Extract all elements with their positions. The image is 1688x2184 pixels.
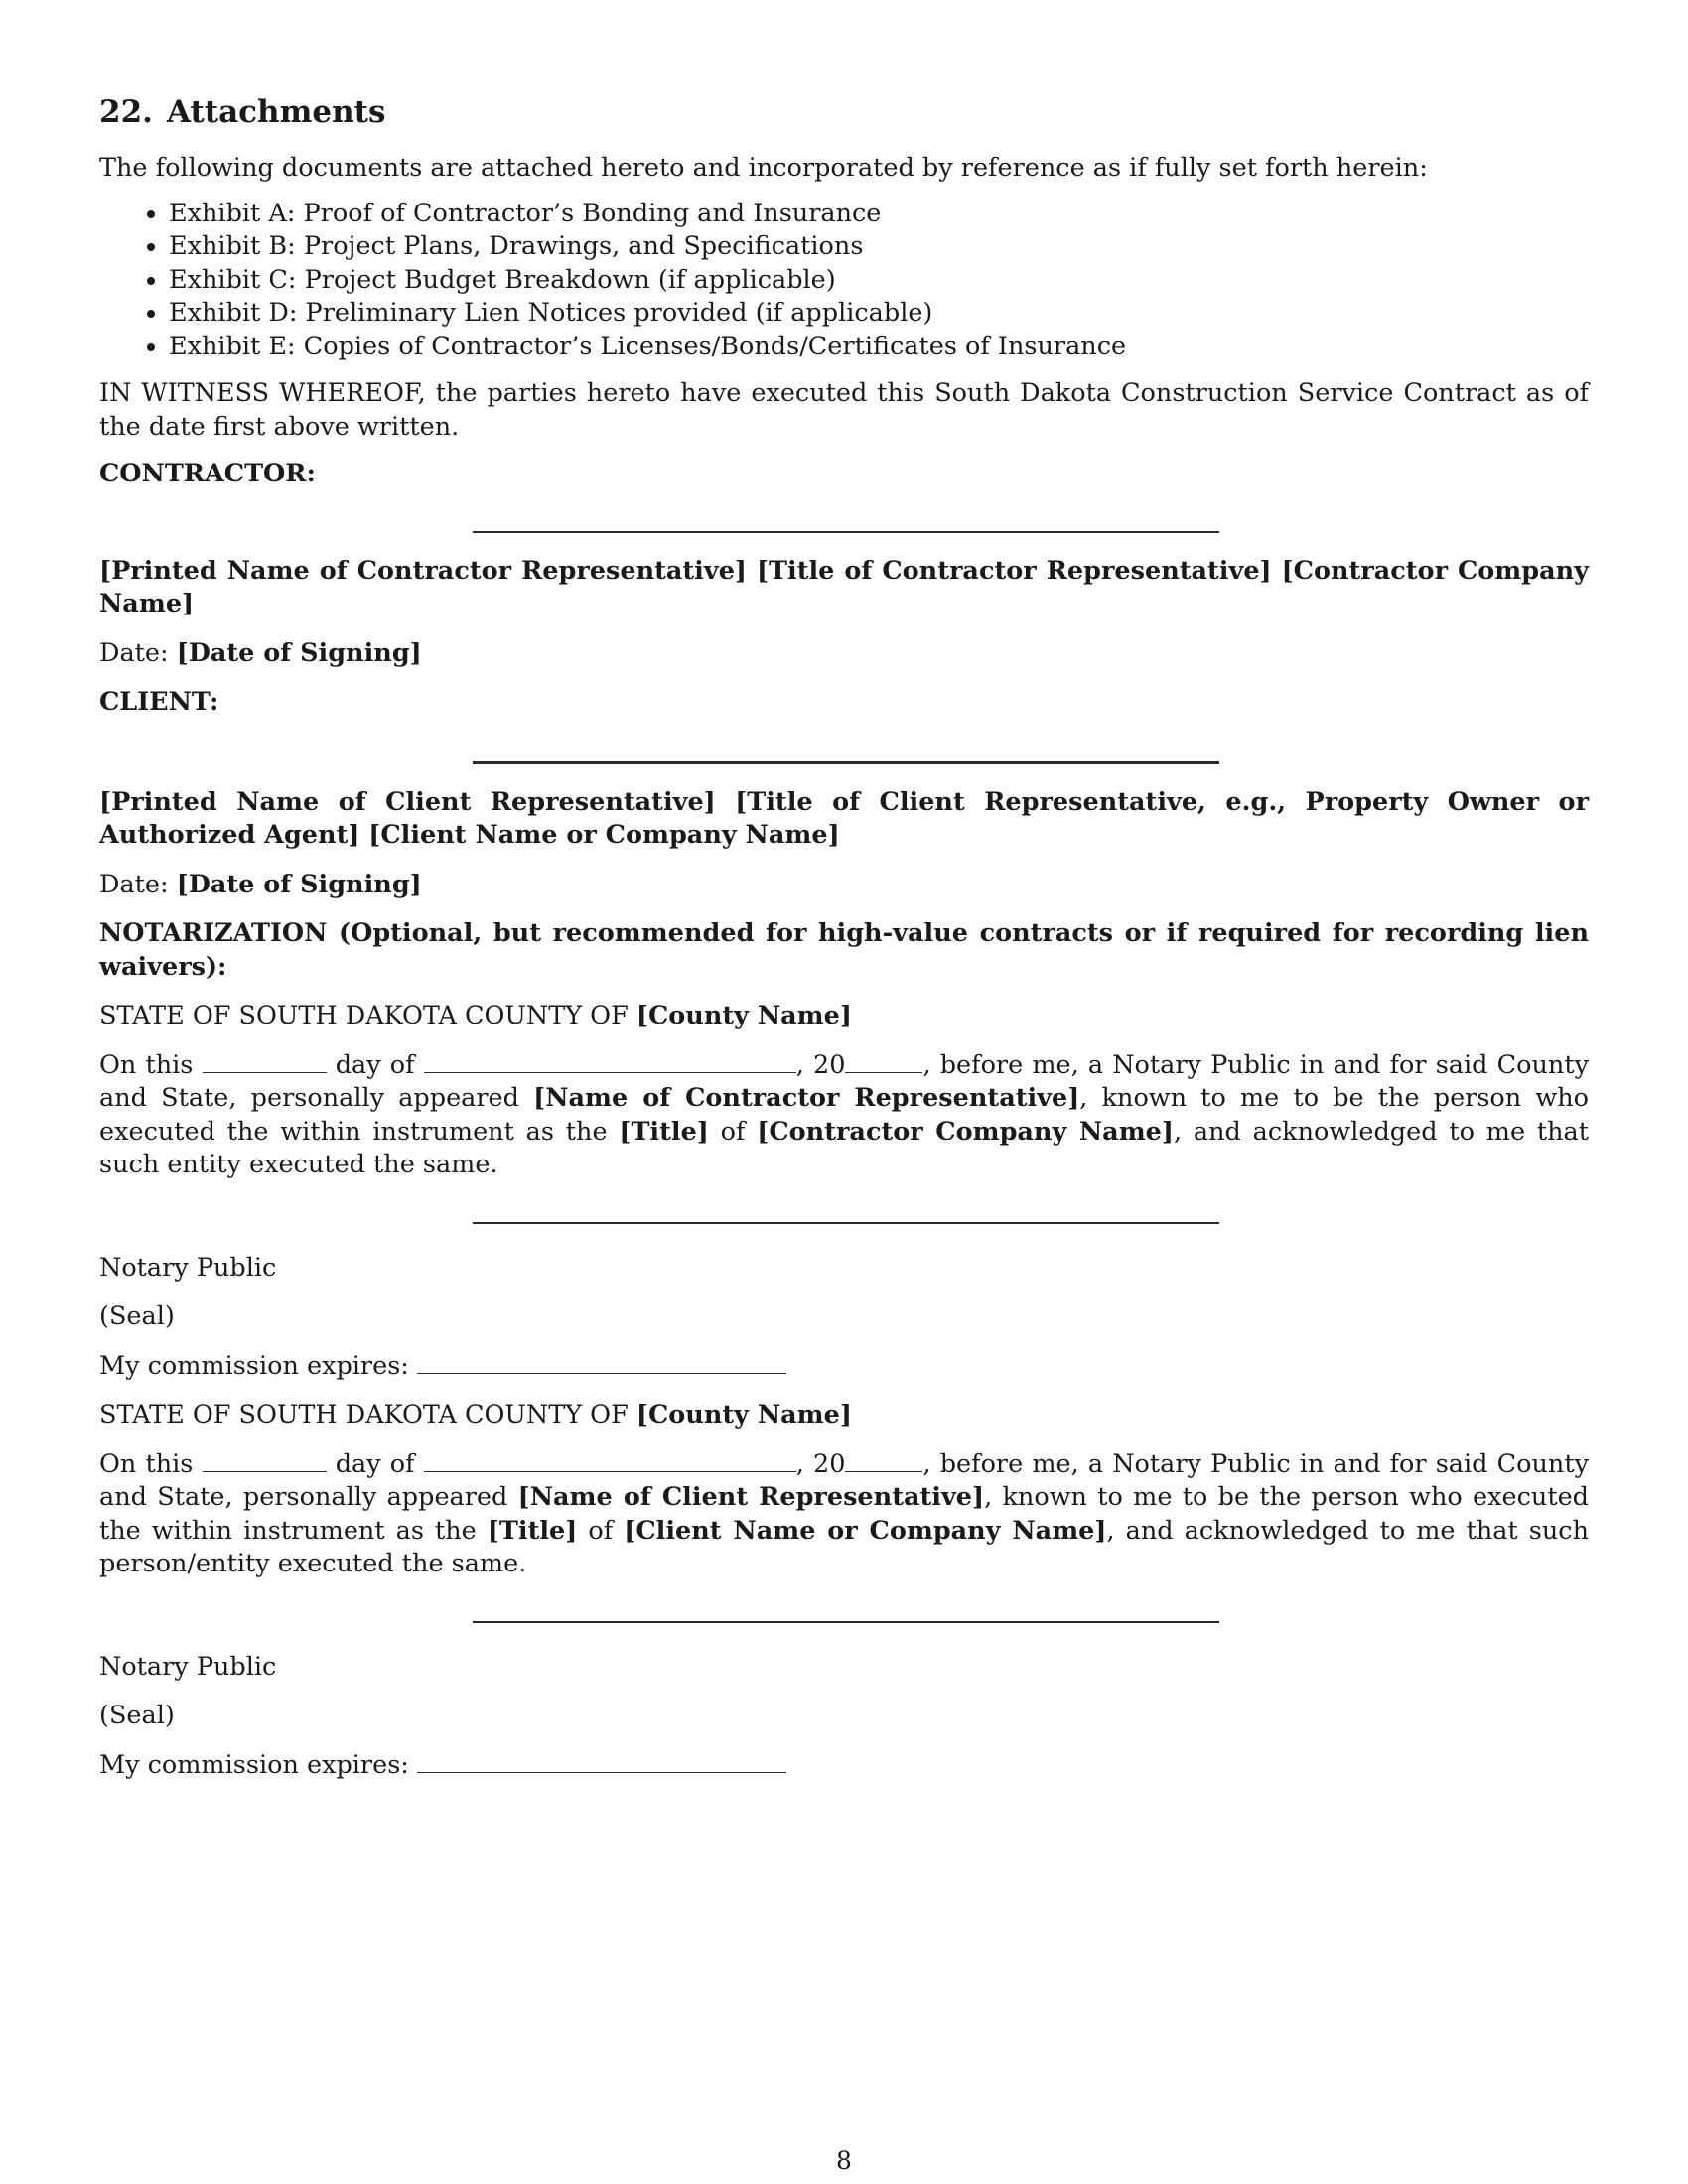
day-blank: [203, 1451, 327, 1472]
attachments-intro: The following documents are attached hereto and incorporated by reference as if fully set forth herein:: [99, 153, 1428, 183]
client-heading: CLIENT:: [99, 687, 219, 717]
county-name: [County Name]: [635, 1001, 852, 1030]
representative-name: [Name of Contractor Representative]: [533, 1083, 1080, 1113]
state-county-line: [99, 1399, 1589, 1433]
commission-expires: [99, 1749, 1589, 1783]
exhibit-item: • Exhibit D: Preliminary Lien Notices provided (if applicable): [169, 297, 1589, 331]
notary-acknowledgment: [99, 1448, 1589, 1581]
page-number: 8: [836, 2146, 852, 2175]
commission-expires: [99, 1350, 1589, 1384]
company-name: [Client Name or Company Name]: [624, 1515, 1107, 1546]
state-prefix: STATE OF SOUTH DAKOTA COUNTY OF: [99, 1400, 636, 1430]
year-blank: [845, 1052, 922, 1073]
commission-blank: [417, 1353, 786, 1374]
contractor-name-line: [Printed Name of Contractor Representative] [Title of Contractor Representative] [Contractor Company Name]: [99, 555, 1589, 618]
witness-clause: IN WITNESS WHEREOF, the parties hereto have executed this South Dakota Construction Service Contract as of the date first above written.: [99, 378, 1589, 442]
ack-text: , before me, a Notary Public in and for said County and State, personally appeared: [99, 1448, 1589, 1512]
contractor-signature-line: [473, 531, 1219, 533]
ack-text: , known to me to be the person who executed the within instrument as the: [99, 1482, 1589, 1546]
section-heading: [99, 94, 1589, 130]
notarization-heading: NOTARIZATION (Optional, but recommended for high-value contracts or if required for recording lien waivers):: [99, 918, 1589, 982]
section-title: Attachments: [166, 94, 386, 130]
representative-name: [Name of Client Representative]: [517, 1482, 985, 1512]
exhibit-item: • Exhibit A: Proof of Contractor’s Bonding and Insurance: [169, 198, 1589, 231]
month-blank: [424, 1052, 796, 1073]
date-value: [Date of Signing]: [176, 637, 422, 668]
ack-text: of: [708, 1116, 758, 1147]
commission-label: My commission expires:: [99, 1350, 409, 1381]
ack-text: day of: [326, 1049, 424, 1080]
exhibit-item: • Exhibit B: Project Plans, Drawings, and Specifications: [169, 230, 1589, 264]
state-prefix: STATE OF SOUTH DAKOTA COUNTY OF: [99, 1001, 636, 1030]
exhibit-item: • Exhibit C: Project Budget Breakdown (if applicable): [169, 264, 1589, 298]
exhibit-list: [99, 198, 1589, 364]
state-county-line: [99, 1000, 1589, 1033]
ack-text: , 20: [795, 1049, 846, 1080]
seal-label: (Seal): [99, 1301, 175, 1331]
ack-text: , known to me to be the person who executed the within instrument as the: [99, 1083, 1589, 1147]
ack-text: , and acknowledged to me that such person/entity executed the same.: [99, 1515, 1589, 1578]
client-signature-line: [473, 761, 1219, 764]
seal-label: (Seal): [99, 1701, 175, 1730]
ack-text: On this: [99, 1049, 203, 1080]
date-label: Date:: [99, 637, 169, 668]
date-label: Date:: [99, 869, 169, 899]
contractor-date: [99, 637, 1589, 671]
notary-public-label: Notary Public: [99, 1252, 277, 1283]
ack-text: , and acknowledged to me that such entity executed the same.: [99, 1116, 1589, 1179]
commission-blank: [417, 1752, 786, 1773]
month-blank: [424, 1451, 796, 1472]
client-date: [99, 869, 1589, 902]
commission-label: My commission expires:: [99, 1749, 409, 1780]
company-name: [Contractor Company Name]: [757, 1116, 1174, 1147]
notary-signature-line: [473, 1222, 1219, 1224]
contractor-heading: CONTRACTOR:: [99, 459, 316, 488]
title-placeholder: [Title]: [487, 1515, 578, 1546]
notary-public-label: Notary Public: [99, 1651, 277, 1682]
section-number: 22.: [99, 94, 153, 130]
ack-text: day of: [326, 1448, 424, 1479]
notary-acknowledgment: [99, 1049, 1589, 1182]
county-name: [County Name]: [635, 1400, 852, 1430]
client-name-line: [Printed Name of Client Representative] [Title of Client Representative, e.g., Property Owner or Authorized Agent] [Client Name or Company Name]: [99, 786, 1589, 850]
date-value: [Date of Signing]: [176, 869, 422, 899]
year-blank: [845, 1451, 922, 1472]
day-blank: [203, 1052, 327, 1073]
ack-text: of: [577, 1515, 625, 1546]
notary-signature-line: [473, 1621, 1219, 1623]
ack-text: , 20: [795, 1448, 846, 1479]
ack-text: On this: [99, 1448, 203, 1479]
ack-text: , before me, a Notary Public in and for said County and State, personally appeared: [99, 1049, 1589, 1113]
title-placeholder: [Title]: [619, 1116, 709, 1147]
document-page: [99, 94, 1589, 1782]
exhibit-item: • Exhibit E: Copies of Contractor’s Licenses/Bonds/Certificates of Insurance: [169, 331, 1589, 364]
